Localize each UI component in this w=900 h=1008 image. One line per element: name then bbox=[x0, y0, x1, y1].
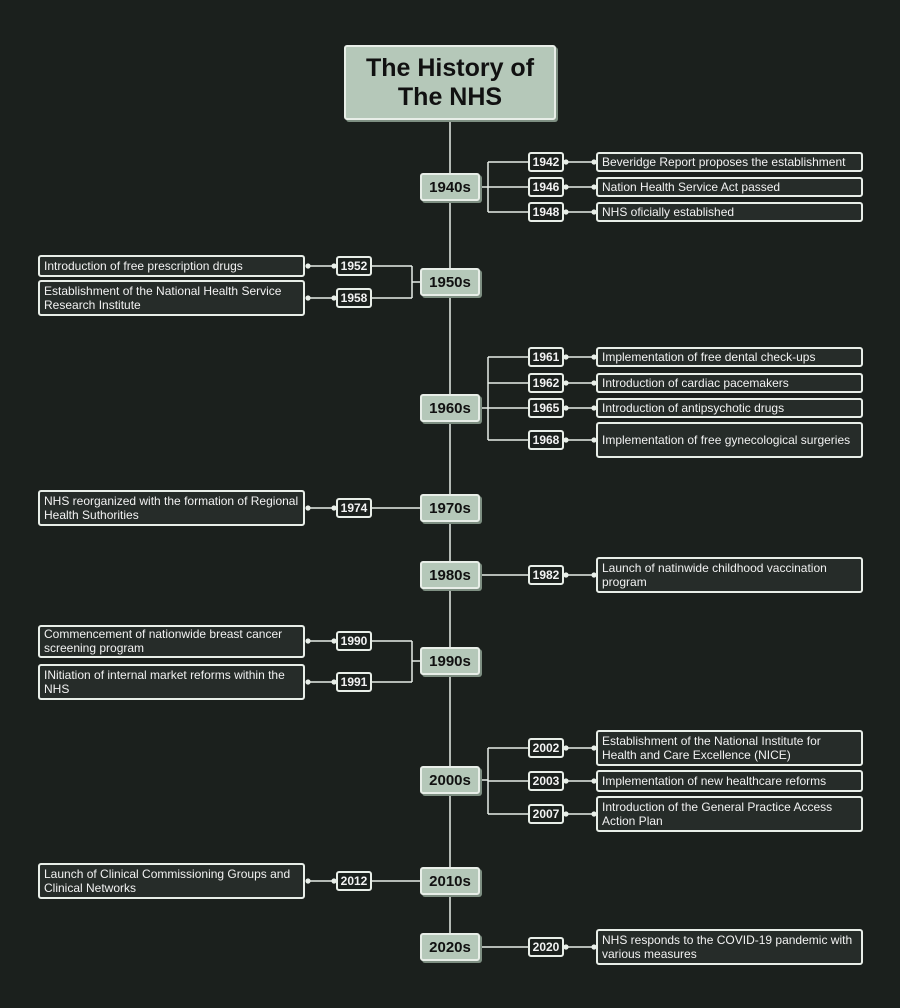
event-box-1946: Nation Health Service Act passed bbox=[596, 177, 863, 197]
event-box-1948: NHS oficially established bbox=[596, 202, 863, 222]
event-box-1982: Launch of natinwide childhood vaccination program bbox=[596, 557, 863, 593]
connector-dot bbox=[563, 778, 568, 783]
year-badge-1948: 1948 bbox=[528, 202, 564, 222]
decade-1940s: 1940s bbox=[420, 173, 480, 201]
connector-dot bbox=[563, 572, 568, 577]
connector-dot bbox=[305, 505, 310, 510]
year-badge-1962: 1962 bbox=[528, 373, 564, 393]
connector-dot bbox=[563, 437, 568, 442]
event-box-1990: Commencement of nationwide breast cancer screening program bbox=[38, 625, 305, 658]
connector-dot bbox=[305, 679, 310, 684]
event-box-1961: Implementation of free dental check-ups bbox=[596, 347, 863, 367]
event-box-2007: Introduction of the General Practice Access Action Plan bbox=[596, 796, 863, 832]
connector-dot bbox=[305, 263, 310, 268]
event-box-1968: Implementation of free gynecological surgeries bbox=[596, 422, 863, 458]
event-box-1991: INitiation of internal market reforms within the NHS bbox=[38, 664, 305, 700]
connector-dot bbox=[563, 184, 568, 189]
decade-1980s: 1980s bbox=[420, 561, 480, 589]
year-badge-1990: 1990 bbox=[336, 631, 372, 651]
event-box-1965: Introduction of antipsychotic drugs bbox=[596, 398, 863, 418]
year-badge-1974: 1974 bbox=[336, 498, 372, 518]
title-line-2: The NHS bbox=[397, 82, 503, 111]
year-badge-2012: 2012 bbox=[336, 871, 372, 891]
event-box-2020: NHS responds to the COVID-19 pandemic with various measures bbox=[596, 929, 863, 965]
year-badge-2002: 2002 bbox=[528, 738, 564, 758]
connector-dot bbox=[305, 638, 310, 643]
event-box-2003: Implementation of new healthcare reforms bbox=[596, 770, 863, 792]
event-box-1974: NHS reorganized with the formation of Regional Health Suthorities bbox=[38, 490, 305, 526]
connector-dot bbox=[563, 354, 568, 359]
year-badge-2020: 2020 bbox=[528, 937, 564, 957]
connector-dot bbox=[305, 295, 310, 300]
year-badge-2003: 2003 bbox=[528, 771, 564, 791]
year-badge-1961: 1961 bbox=[528, 347, 564, 367]
connector-dot bbox=[563, 944, 568, 949]
event-box-2002: Establishment of the National Institute for Health and Care Excellence (NICE) bbox=[596, 730, 863, 766]
title-line-1: The History of bbox=[365, 53, 535, 82]
year-badge-1952: 1952 bbox=[336, 256, 372, 276]
connector-dot bbox=[563, 811, 568, 816]
decade-1970s: 1970s bbox=[420, 494, 480, 522]
year-badge-2007: 2007 bbox=[528, 804, 564, 824]
decade-1950s: 1950s bbox=[420, 268, 480, 296]
connector-dot bbox=[563, 209, 568, 214]
decade-1990s: 1990s bbox=[420, 647, 480, 675]
decade-1960s: 1960s bbox=[420, 394, 480, 422]
year-badge-1991: 1991 bbox=[336, 672, 372, 692]
event-box-1962: Introduction of cardiac pacemakers bbox=[596, 373, 863, 393]
connector-dot bbox=[563, 405, 568, 410]
event-box-1942: Beveridge Report proposes the establishment bbox=[596, 152, 863, 172]
event-box-1952: Introduction of free prescription drugs bbox=[38, 255, 305, 277]
page-title bbox=[344, 45, 556, 120]
connector-dot bbox=[305, 878, 310, 883]
year-badge-1968: 1968 bbox=[528, 430, 564, 450]
connector-dot bbox=[563, 745, 568, 750]
year-badge-1982: 1982 bbox=[528, 565, 564, 585]
decade-2020s: 2020s bbox=[420, 933, 480, 961]
connector-dot bbox=[563, 380, 568, 385]
event-box-1958: Establishment of the National Health Service Research Institute bbox=[38, 280, 305, 316]
year-badge-1965: 1965 bbox=[528, 398, 564, 418]
decade-2010s: 2010s bbox=[420, 867, 480, 895]
connector-dot bbox=[563, 159, 568, 164]
year-badge-1946: 1946 bbox=[528, 177, 564, 197]
year-badge-1942: 1942 bbox=[528, 152, 564, 172]
year-badge-1958: 1958 bbox=[336, 288, 372, 308]
decade-2000s: 2000s bbox=[420, 766, 480, 794]
event-box-2012: Launch of Clinical Commissioning Groups and Clinical Networks bbox=[38, 863, 305, 899]
